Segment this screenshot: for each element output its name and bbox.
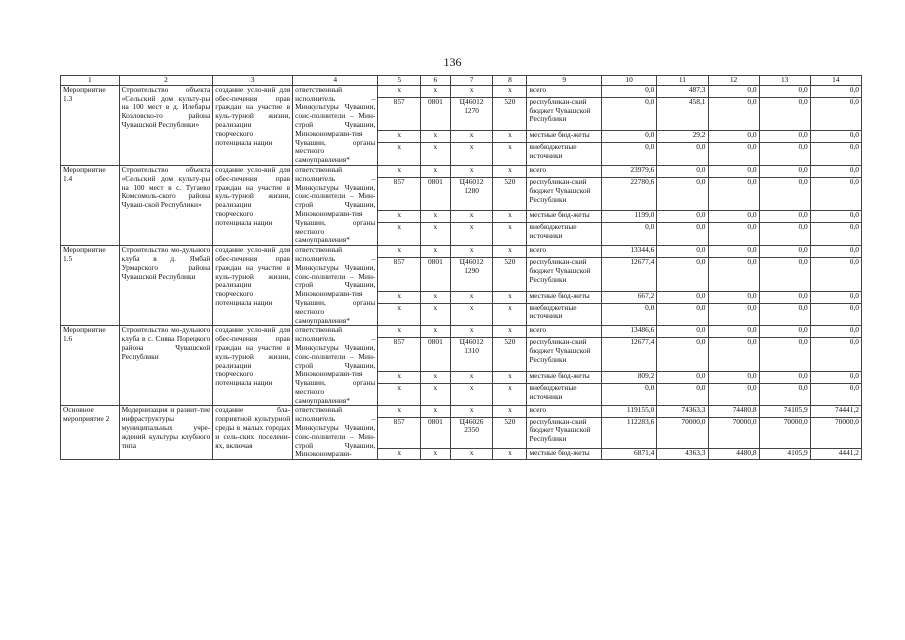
amount-cell: 0,0 bbox=[657, 326, 708, 338]
amount-cell: 0,0 bbox=[759, 177, 810, 210]
amount-cell: 0,0 bbox=[708, 258, 759, 291]
funding-source-cell: внебюджетные источники bbox=[527, 303, 602, 326]
funding-source-cell: всего bbox=[527, 406, 602, 417]
expense-type-cell: 520 bbox=[493, 338, 527, 371]
amount-cell: 667,2 bbox=[602, 291, 657, 303]
expense-type-cell: x bbox=[493, 85, 527, 97]
column-number-cell: 12 bbox=[708, 76, 759, 86]
amount-cell: 487,3 bbox=[657, 85, 708, 97]
amount-cell: 0,0 bbox=[759, 131, 810, 143]
grbs-code-cell: 857 bbox=[378, 177, 421, 210]
amount-cell: 0,0 bbox=[708, 97, 759, 130]
expense-type-cell: x bbox=[493, 449, 527, 460]
amount-cell: 0,0 bbox=[602, 97, 657, 130]
amount-cell: 0,0 bbox=[810, 143, 861, 166]
amount-cell: 0,0 bbox=[602, 131, 657, 143]
amount-cell: 0,0 bbox=[759, 143, 810, 166]
amount-cell: 0,0 bbox=[810, 291, 861, 303]
amount-cell: 0,0 bbox=[657, 165, 708, 177]
section-code-cell: x bbox=[420, 291, 450, 303]
amount-cell: 0,0 bbox=[810, 326, 861, 338]
grbs-code-cell: 857 bbox=[378, 97, 421, 130]
amount-cell: 0,0 bbox=[708, 177, 759, 210]
target-article-cell: x bbox=[450, 223, 493, 246]
table-row bbox=[61, 85, 862, 97]
funding-source-cell: республикан-ский бюджет Чувашской Республики bbox=[527, 177, 602, 210]
amount-cell: 6871,4 bbox=[602, 449, 657, 460]
amount-cell: 112283,6 bbox=[602, 417, 657, 448]
amount-cell: 0,0 bbox=[810, 211, 861, 223]
section-code-cell: x bbox=[420, 326, 450, 338]
target-article-cell: x bbox=[450, 211, 493, 223]
event-name-cell: Мероприятие 1.3 bbox=[61, 85, 120, 165]
amount-cell: 0,0 bbox=[810, 131, 861, 143]
amount-cell: 0,0 bbox=[657, 143, 708, 166]
section-code-cell: x bbox=[420, 449, 450, 460]
amount-cell: 29,2 bbox=[657, 131, 708, 143]
target-article-cell: x bbox=[450, 406, 493, 417]
amount-cell: 0,0 bbox=[657, 383, 708, 406]
grbs-code-cell: x bbox=[378, 131, 421, 143]
amount-cell: 74363,3 bbox=[657, 406, 708, 417]
funding-source-cell: всего bbox=[527, 165, 602, 177]
funding-source-cell: местные бюд-жеты bbox=[527, 131, 602, 143]
funding-source-cell: республикан-ский бюджет Чувашской Республики bbox=[527, 258, 602, 291]
amount-cell: 4363,3 bbox=[657, 449, 708, 460]
amount-cell: 0,0 bbox=[708, 165, 759, 177]
amount-cell: 4480,8 bbox=[708, 449, 759, 460]
executor-cell: ответственный исполнитель – Минкультуры Чувашии, соис-полнители – Мин-строй Чувашии, Минэкономразви-тия Чувашии, органы местного самоуправления* bbox=[293, 85, 378, 165]
amount-cell: 0,0 bbox=[759, 383, 810, 406]
expense-type-cell: 520 bbox=[493, 97, 527, 130]
amount-cell: 0,0 bbox=[708, 143, 759, 166]
amount-cell: 0,0 bbox=[810, 165, 861, 177]
amount-cell: 0,0 bbox=[657, 246, 708, 258]
target-article-cell: Ц46026 2350 bbox=[450, 417, 493, 448]
amount-cell: 0,0 bbox=[759, 326, 810, 338]
section-code-cell: x bbox=[420, 371, 450, 383]
expense-type-cell: x bbox=[493, 165, 527, 177]
column-number-cell: 2 bbox=[119, 76, 213, 86]
amount-cell: 0,0 bbox=[810, 177, 861, 210]
grbs-code-cell: x bbox=[378, 143, 421, 166]
section-code-cell: 0801 bbox=[420, 338, 450, 371]
amount-cell: 0,0 bbox=[708, 131, 759, 143]
section-code-cell: x bbox=[420, 223, 450, 246]
amount-cell: 12677,4 bbox=[602, 338, 657, 371]
amount-cell: 0,0 bbox=[602, 143, 657, 166]
section-code-cell: x bbox=[420, 85, 450, 97]
amount-cell: 23979,6 bbox=[602, 165, 657, 177]
expense-type-cell: x bbox=[493, 383, 527, 406]
column-number-cell: 3 bbox=[213, 76, 293, 86]
amount-cell: 0,0 bbox=[810, 303, 861, 326]
amount-cell: 0,0 bbox=[602, 223, 657, 246]
amount-cell: 0,0 bbox=[708, 211, 759, 223]
grbs-code-cell: x bbox=[378, 165, 421, 177]
funding-source-cell: внебюджетные источники bbox=[527, 383, 602, 406]
event-name-cell: Мероприятие 1.4 bbox=[61, 165, 120, 245]
amount-cell: 70000,0 bbox=[759, 417, 810, 448]
target-article-cell: x bbox=[450, 371, 493, 383]
goal-cell: создание усло-вий для обес-печения прав граждан на участие в куль-турной жизни, реализации творческого потенциала нации bbox=[213, 165, 293, 245]
column-number-cell: 6 bbox=[420, 76, 450, 86]
funding-source-cell: республикан-ский бюджет Чувашской Республики bbox=[527, 338, 602, 371]
funding-source-cell: местные бюд-жеты bbox=[527, 371, 602, 383]
amount-cell: 0,0 bbox=[657, 291, 708, 303]
target-article-cell: x bbox=[450, 326, 493, 338]
amount-cell: 0,0 bbox=[708, 303, 759, 326]
column-number-cell: 13 bbox=[759, 76, 810, 86]
grbs-code-cell: x bbox=[378, 291, 421, 303]
amount-cell: 0,0 bbox=[810, 258, 861, 291]
grbs-code-cell: x bbox=[378, 246, 421, 258]
column-number-cell: 7 bbox=[450, 76, 493, 86]
section-code-cell: 0801 bbox=[420, 97, 450, 130]
funding-source-cell: всего bbox=[527, 326, 602, 338]
executor-cell: ответственный исполнитель – Минкультуры Чувашии, соис-полнители – Мин-строй Чувашии, Минэкономразви-тия Чувашии, органы местного самоуправления* bbox=[293, 246, 378, 326]
expense-type-cell: x bbox=[493, 326, 527, 338]
expense-type-cell: x bbox=[493, 303, 527, 326]
amount-cell: 0,0 bbox=[759, 211, 810, 223]
section-code-cell: x bbox=[420, 211, 450, 223]
amount-cell: 0,0 bbox=[759, 258, 810, 291]
amount-cell: 0,0 bbox=[708, 383, 759, 406]
target-article-cell: x bbox=[450, 449, 493, 460]
amount-cell: 809,2 bbox=[602, 371, 657, 383]
column-number-cell: 9 bbox=[527, 76, 602, 86]
executor-cell: ответственный исполнитель – Минкультуры Чувашии, соис-полнители – Мин-строй Чувашии, Минэкономразви-тия Чувашии, органы местного самоуправления* bbox=[293, 165, 378, 245]
funding-source-cell: всего bbox=[527, 246, 602, 258]
amount-cell: 22780,6 bbox=[602, 177, 657, 210]
target-article-cell: Ц46012 1290 bbox=[450, 258, 493, 291]
amount-cell: 0,0 bbox=[759, 246, 810, 258]
amount-cell: 70000,0 bbox=[708, 417, 759, 448]
amount-cell: 0,0 bbox=[657, 371, 708, 383]
object-description-cell: Строительство объекта «Сельский дом культу-ры на 100 мест в с. Тугаево Комсомоль-ского района Чуваш-ской Республики» bbox=[119, 165, 213, 245]
target-article-cell: x bbox=[450, 383, 493, 406]
grbs-code-cell: x bbox=[378, 449, 421, 460]
grbs-code-cell: x bbox=[378, 326, 421, 338]
amount-cell: 74441,2 bbox=[810, 406, 861, 417]
amount-cell: 0,0 bbox=[810, 338, 861, 371]
amount-cell: 0,0 bbox=[810, 97, 861, 130]
amount-cell: 13486,6 bbox=[602, 326, 657, 338]
object-description-cell: Строительство мо-дульного клуба в с. Сиява Порецкого района Чувашской Республики bbox=[119, 326, 213, 406]
grbs-code-cell: 857 bbox=[378, 417, 421, 448]
event-name-cell: Мероприятие 1.5 bbox=[61, 246, 120, 326]
amount-cell: 12677,4 bbox=[602, 258, 657, 291]
amount-cell: 0,0 bbox=[602, 303, 657, 326]
amount-cell: 0,0 bbox=[759, 371, 810, 383]
column-number-cell: 14 bbox=[810, 76, 861, 86]
grbs-code-cell: 857 bbox=[378, 338, 421, 371]
grbs-code-cell: x bbox=[378, 85, 421, 97]
section-code-cell: x bbox=[420, 165, 450, 177]
amount-cell: 0,0 bbox=[657, 338, 708, 371]
amount-cell: 0,0 bbox=[810, 383, 861, 406]
funding-source-cell: республикан-ский бюджет Чувашской Республики bbox=[527, 97, 602, 130]
funding-source-cell: внебюджетные источники bbox=[527, 223, 602, 246]
amount-cell: 0,0 bbox=[657, 223, 708, 246]
expense-type-cell: x bbox=[493, 143, 527, 166]
event-name-cell: Мероприятие 1.6 bbox=[61, 326, 120, 406]
program-table bbox=[60, 75, 862, 460]
column-number-cell: 4 bbox=[293, 76, 378, 86]
amount-cell: 0,0 bbox=[708, 246, 759, 258]
expense-type-cell: x bbox=[493, 223, 527, 246]
amount-cell: 0,0 bbox=[810, 85, 861, 97]
goal-cell: создание усло-вий для обес-печения прав граждан на участие в куль-турной жизни, реализации творческого потенциала нации bbox=[213, 85, 293, 165]
table-row bbox=[61, 406, 862, 417]
section-code-cell: x bbox=[420, 143, 450, 166]
section-code-cell: 0801 bbox=[420, 177, 450, 210]
target-article-cell: x bbox=[450, 131, 493, 143]
funding-source-cell: внебюджетные источники bbox=[527, 143, 602, 166]
target-article-cell: x bbox=[450, 303, 493, 326]
expense-type-cell: 520 bbox=[493, 177, 527, 210]
funding-source-cell: всего bbox=[527, 85, 602, 97]
goal-cell: создание усло-вий для обес-печения прав граждан на участие в куль-турной жизни, реализации творческого потенциала нации bbox=[213, 246, 293, 326]
expense-type-cell: x bbox=[493, 291, 527, 303]
object-description-cell: Модернизация и развит-тие инфраструктуры муниципальных учре-ждений культуры клубного типа bbox=[119, 406, 213, 460]
target-article-cell: x bbox=[450, 143, 493, 166]
event-name-cell: Основное мероприятие 2 bbox=[61, 406, 120, 460]
grbs-code-cell: x bbox=[378, 211, 421, 223]
amount-cell: 70000,0 bbox=[657, 417, 708, 448]
amount-cell: 0,0 bbox=[759, 97, 810, 130]
column-number-cell: 10 bbox=[602, 76, 657, 86]
table-row bbox=[61, 165, 862, 177]
grbs-code-cell: x bbox=[378, 223, 421, 246]
target-article-cell: x bbox=[450, 165, 493, 177]
executor-cell: ответственный исполнитель – Минкультуры Чувашии, соис-полнители – Мин-строй Чувашии, Минэкономразви- bbox=[293, 406, 378, 460]
funding-source-cell: республикан-ский бюджет Чувашской Республики bbox=[527, 417, 602, 448]
table-row bbox=[61, 246, 862, 258]
grbs-code-cell: 857 bbox=[378, 258, 421, 291]
section-code-cell: x bbox=[420, 246, 450, 258]
amount-cell: 4105,9 bbox=[759, 449, 810, 460]
amount-cell: 0,0 bbox=[759, 338, 810, 371]
amount-cell: 0,0 bbox=[810, 223, 861, 246]
section-code-cell: 0801 bbox=[420, 417, 450, 448]
expense-type-cell: x bbox=[493, 406, 527, 417]
goal-cell: создание бла-гоприятной культурной среды в малых городах и сель-ских поселени-ях, включая bbox=[213, 406, 293, 460]
amount-cell: 0,0 bbox=[657, 177, 708, 210]
grbs-code-cell: x bbox=[378, 303, 421, 326]
section-code-cell: x bbox=[420, 303, 450, 326]
amount-cell: 0,0 bbox=[708, 85, 759, 97]
amount-cell: 1199,0 bbox=[602, 211, 657, 223]
section-code-cell: x bbox=[420, 406, 450, 417]
target-article-cell: x bbox=[450, 246, 493, 258]
target-article-cell: x bbox=[450, 85, 493, 97]
amount-cell: 0,0 bbox=[759, 291, 810, 303]
expense-type-cell: x bbox=[493, 246, 527, 258]
amount-cell: 0,0 bbox=[810, 371, 861, 383]
grbs-code-cell: x bbox=[378, 406, 421, 417]
section-code-cell: 0801 bbox=[420, 258, 450, 291]
expense-type-cell: x bbox=[493, 371, 527, 383]
column-number-cell: 1 bbox=[61, 76, 120, 86]
column-number-cell: 5 bbox=[378, 76, 421, 86]
column-number-cell: 11 bbox=[657, 76, 708, 86]
amount-cell: 0,0 bbox=[708, 291, 759, 303]
amount-cell: 0,0 bbox=[657, 211, 708, 223]
amount-cell: 0,0 bbox=[759, 303, 810, 326]
amount-cell: 0,0 bbox=[759, 85, 810, 97]
funding-source-cell: местные бюд-жеты bbox=[527, 449, 602, 460]
amount-cell: 4441,2 bbox=[810, 449, 861, 460]
amount-cell: 0,0 bbox=[602, 85, 657, 97]
amount-cell: 0,0 bbox=[708, 338, 759, 371]
amount-cell: 0,0 bbox=[708, 326, 759, 338]
amount-cell: 74480,8 bbox=[708, 406, 759, 417]
target-article-cell: Ц46012 1310 bbox=[450, 338, 493, 371]
header-row bbox=[61, 76, 862, 86]
amount-cell: 119155,0 bbox=[602, 406, 657, 417]
object-description-cell: Строительство мо-дульного клуба в д. Ямбай Урмарского района Чувашской Республики bbox=[119, 246, 213, 326]
expense-type-cell: x bbox=[493, 211, 527, 223]
table-row bbox=[61, 326, 862, 338]
expense-type-cell: 520 bbox=[493, 258, 527, 291]
executor-cell: ответственный исполнитель – Минкультуры Чувашии, соис-полнители – Мин-строй Чувашии, Минэкономразви-тия Чувашии, органы местного самоуправления* bbox=[293, 326, 378, 406]
section-code-cell: x bbox=[420, 383, 450, 406]
grbs-code-cell: x bbox=[378, 383, 421, 406]
amount-cell: 0,0 bbox=[657, 258, 708, 291]
grbs-code-cell: x bbox=[378, 371, 421, 383]
amount-cell: 0,0 bbox=[759, 223, 810, 246]
object-description-cell: Строительство объекта «Сельский дом культу-ры на 100 мест в д. Илебары Козловско-го района Чувашской Республики» bbox=[119, 85, 213, 165]
amount-cell: 13344,6 bbox=[602, 246, 657, 258]
section-code-cell: x bbox=[420, 131, 450, 143]
funding-source-cell: местные бюд-жеты bbox=[527, 211, 602, 223]
amount-cell: 0,0 bbox=[759, 165, 810, 177]
amount-cell: 458,1 bbox=[657, 97, 708, 130]
amount-cell: 0,0 bbox=[708, 223, 759, 246]
expense-type-cell: x bbox=[493, 131, 527, 143]
amount-cell: 70000,0 bbox=[810, 417, 861, 448]
goal-cell: создание усло-вий для обес-печения прав граждан на участие в куль-турной жизни, реализации творческого потенциала нации bbox=[213, 326, 293, 406]
page-number: 136 bbox=[443, 55, 462, 69]
funding-source-cell: местные бюд-жеты bbox=[527, 291, 602, 303]
target-article-cell: Ц46012 1270 bbox=[450, 97, 493, 130]
target-article-cell: Ц46012 1280 bbox=[450, 177, 493, 210]
amount-cell: 0,0 bbox=[708, 371, 759, 383]
expense-type-cell: 520 bbox=[493, 417, 527, 448]
amount-cell: 0,0 bbox=[810, 246, 861, 258]
amount-cell: 74105,9 bbox=[759, 406, 810, 417]
target-article-cell: x bbox=[450, 291, 493, 303]
amount-cell: 0,0 bbox=[602, 383, 657, 406]
column-number-cell: 8 bbox=[493, 76, 527, 86]
amount-cell: 0,0 bbox=[657, 303, 708, 326]
